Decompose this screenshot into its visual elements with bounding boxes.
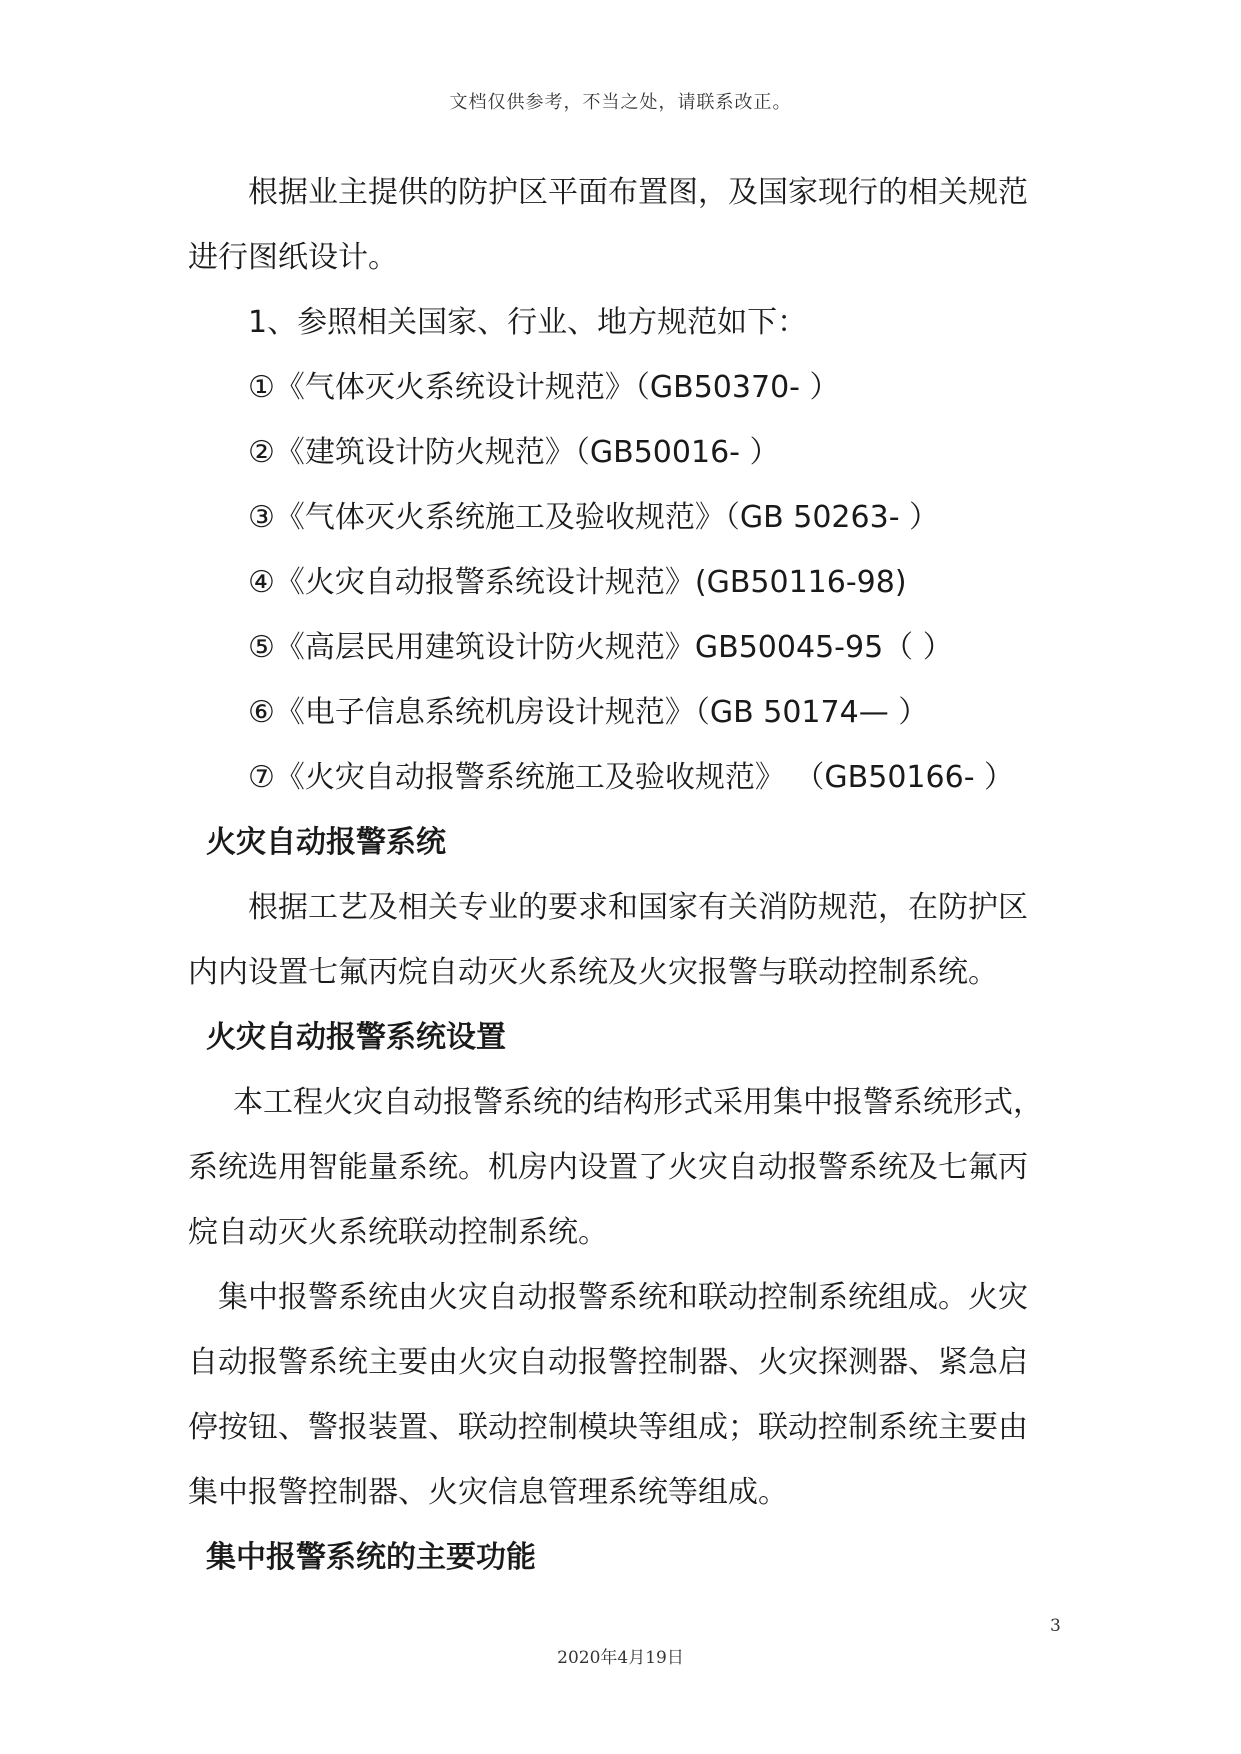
standards-list-item: ③《气体灭火系统施工及验收规范》（GB 50263- ）: [248, 500, 940, 535]
page-footer-date: 2020年4月19日: [557, 1648, 684, 1668]
standards-list-item: ⑥《电子信息系统机房设计规范》（GB 50174— ）: [248, 695, 929, 730]
standards-list-item: ②《建筑设计防火规范》（GB50016- ）: [248, 435, 780, 470]
standards-list-item: ⑤《高层民用建筑设计防火规范》GB50045-95（ ）: [248, 630, 953, 665]
standards-list-item: ④《火灾自动报警系统设计规范》(GB50116-98): [248, 565, 907, 600]
section-heading: 火灾自动报警系统: [206, 825, 446, 860]
central-alarm-paragraph-line: 停按钮、警报装置、联动控制模块等组成；联动控制系统主要由: [188, 1410, 1028, 1445]
intro-paragraph-line: 根据业主提供的防护区平面布置图，及国家现行的相关规范: [248, 175, 1028, 210]
setup-paragraph-line: 本工程火灾自动报警系统的结构形式采用集中报警系统形式，: [233, 1085, 1043, 1120]
page-number: 3: [1050, 1616, 1061, 1636]
central-alarm-paragraph-line: 自动报警系统主要由火灾自动报警控制器、火灾探测器、紧急启: [188, 1345, 1028, 1380]
section-heading: 集中报警系统的主要功能: [206, 1540, 536, 1575]
standards-list-title: 1、参照相关国家、行业、地方规范如下：: [248, 305, 808, 340]
intro-paragraph-line: 进行图纸设计。: [188, 240, 398, 275]
central-alarm-paragraph-line: 集中报警控制器、火灾信息管理系统等组成。: [188, 1475, 788, 1510]
standards-list-item: ⑦《火灾自动报警系统施工及验收规范》 （GB50166- ）: [248, 760, 1015, 795]
fire-alarm-paragraph-line: 内内设置七氟丙烷自动灭火系统及火灾报警与联动控制系统。: [188, 955, 998, 990]
setup-paragraph-line: 系统选用智能量系统。机房内设置了火灾自动报警系统及七氟丙: [188, 1150, 1028, 1185]
document-body: [188, 160, 1048, 1590]
page-header-note: 文档仅供参考，不当之处，请联系改正。: [449, 92, 792, 113]
central-alarm-paragraph-line: 集中报警系统由火灾自动报警系统和联动控制系统组成。火灾: [218, 1280, 1028, 1315]
fire-alarm-paragraph-line: 根据工艺及相关专业的要求和国家有关消防规范，在防护区: [248, 890, 1028, 925]
setup-paragraph-line: 烷自动灭火系统联动控制系统。: [188, 1215, 608, 1250]
standards-list-item: ①《气体灭火系统设计规范》（GB50370- ）: [248, 370, 840, 405]
section-heading: 火灾自动报警系统设置: [206, 1020, 506, 1055]
